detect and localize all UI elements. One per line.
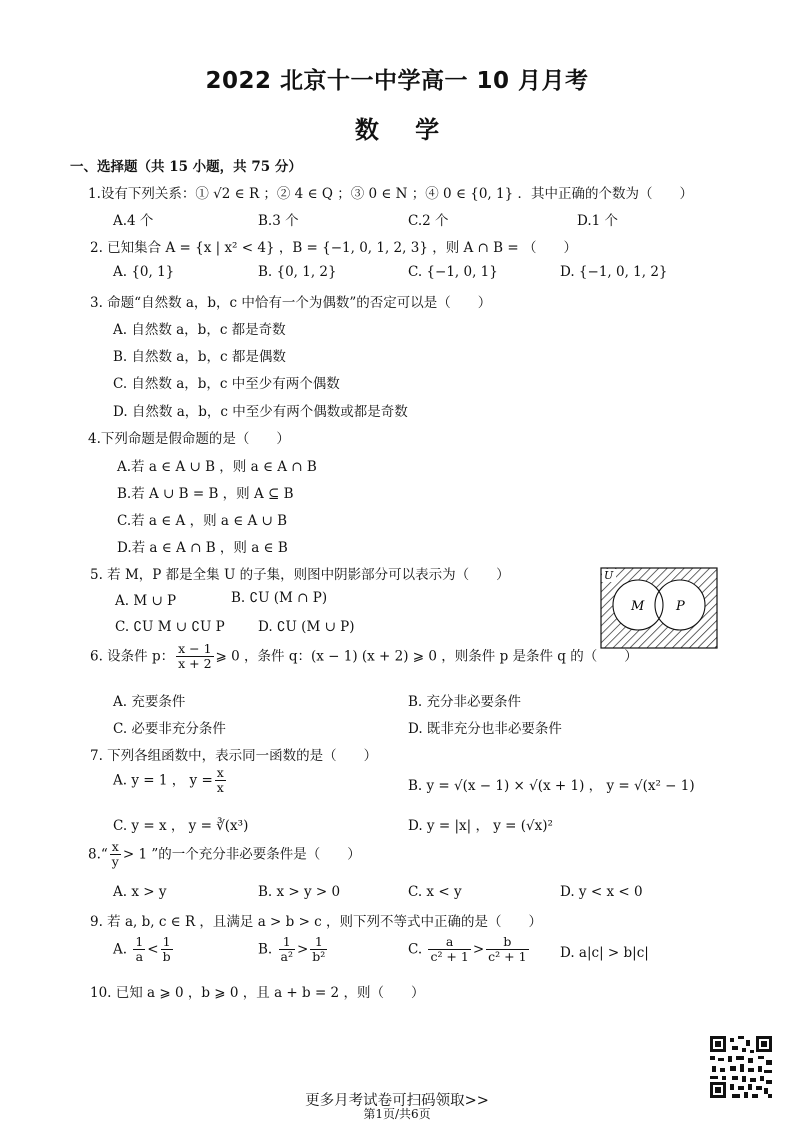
venn-shaded-region [601,568,717,648]
question-7-option-b: B. y = √(x − 1) × √(x + 1) ， y = √(x² − 1) [408,778,695,794]
question-9-option-a-label: A. [113,941,128,958]
denominator: b [162,949,171,965]
denominator: c² + 1 [488,949,527,965]
section-heading: 一、选择题（共 15 小题，共 75 分） [70,159,302,175]
operator: > [296,941,309,958]
question-10-stem: 10. 已知 a ⩾ 0 ，b ⩾ 0 ，且 a + b = 2 ，则（ ） [90,985,425,1001]
question-6-stem-pre: 6. 设条件 p： [90,648,175,665]
question-5-option-a: A. M ∪ P [115,593,177,609]
question-2-stem: 2. 已知集合 A = {x | x² < 4} ，B = {−1, 0, 1, 2, 3} ，则 A ∩ B = （ ） [90,240,577,256]
denominator: a² [280,949,293,965]
question-9-option-a-fraction-1 [133,935,145,965]
question-9-option-c [408,935,531,965]
question-6-stem [90,642,638,672]
question-1-stem: 1.设有下列关系：① √2 ∈ R ；② 4 ∈ Q ；③ 0 ∈ N ；④ 0 ∈ {0, 1} ．其中正确的个数为（ ） [88,186,693,202]
question-6-option-d: D. 既非充分也非必要条件 [408,721,562,737]
denominator: b² [312,949,326,965]
numerator: 1 [135,934,144,949]
denominator: a [135,949,144,965]
venn-label-u: U [604,569,614,582]
question-8-stem-post: > 1 ”的一个充分非必要条件是（ ） [122,846,361,863]
footer-scan-prompt: 更多月考试卷可扫码领取>> [305,1093,489,1109]
operator: > [472,941,485,958]
question-1-option-d: D.1 个 [577,213,619,229]
question-9-option-b-label: B. [258,941,273,958]
question-8-stem-pre: 8.“ [88,846,108,863]
question-6-option-b: B. 充分非必要条件 [408,694,522,710]
question-5-option-b: B. ∁U (M ∩ P) [231,590,328,606]
denominator: c² + 1 [430,949,469,965]
question-8-stem [88,840,361,870]
page-number: 第1页/共6页 [363,1107,431,1121]
question-7-option-a [113,766,228,796]
question-7-option-d: D. y = |x| ， y = (√x)² [408,818,553,834]
question-4-option-a: A.若 a ∈ A ∪ B ，则 a ∈ A ∩ B [117,459,317,475]
page-title: 2022 北京十一中学高一 10 月月考 [205,68,589,94]
question-4-option-b: B.若 A ∪ B = B ，则 A ⊆ B [117,486,294,502]
question-9-option-b-fraction-1 [279,935,295,965]
subject-title: 数 学 [354,116,440,144]
question-7-option-c: C. y = x ， y = ∛(x³) [113,818,249,834]
question-9-stem: 9. 若 a, b, c ∈ R ，且满足 a > b > c ，则下列不等式中正确的是（ ） [90,914,543,930]
venn-label-p: P [676,599,685,614]
operator: < [147,941,159,958]
question-7-option-a-denominator: x [216,780,224,796]
question-6-stem-post: ⩾ 0 ，条件 q：(x − 1) (x + 2) ⩾ 0 ，则条件 p 是条件 q 的（ ） [215,648,638,665]
question-6-option-a: A. 充要条件 [113,694,186,710]
numerator: 1 [310,935,327,950]
question-8-option-a: A. x > y [113,884,167,900]
question-2-option-b: B. {0, 1, 2} [258,264,337,280]
numerator: 1 [161,935,173,950]
numerator: a [428,935,470,950]
question-1-option-b: B.3 个 [258,213,299,229]
numerator: 1 [279,935,295,950]
question-2-option-d: D. {−1, 0, 1, 2} [560,264,668,280]
question-4-stem: 4.下列命题是假命题的是（ ） [88,431,290,447]
question-3-option-c: C. 自然数 a，b，c 中至少有两个偶数 [113,376,340,392]
question-4-option-c: C.若 a ∈ A ，则 a ∈ A ∪ B [117,513,288,529]
question-8-numerator: x [111,839,119,854]
question-2-option-a: A. {0, 1} [113,264,175,280]
question-3-option-d: D. 自然数 a，b，c 中至少有两个偶数或都是奇数 [113,404,408,420]
question-2-option-c: C. {−1, 0, 1} [408,264,498,280]
question-9-option-c-fraction-1 [428,935,470,965]
question-7-option-a-fraction [215,766,226,796]
question-6-option-c: C. 必要非充分条件 [113,721,226,737]
question-7-option-a-numerator: x [216,765,224,780]
question-9-option-d: D. a|c| > b|c| [560,945,649,961]
numerator: b [486,935,528,950]
question-5-stem: 5. 若 M，P 都是全集 U 的子集，则图中阴影部分可以表示为（ ） [90,567,510,583]
question-3-option-a: A. 自然数 a，b，c 都是奇数 [113,322,286,338]
question-8-option-b: B. x > y > 0 [258,884,341,900]
venn-label-m: M [631,599,645,614]
question-3-option-b: B. 自然数 a，b，c 都是偶数 [113,349,286,365]
question-9-option-c-label: C. [408,941,423,958]
question-9-option-a-fraction-2 [161,935,173,965]
question-9-option-b [258,935,329,965]
question-5-option-c: C. ∁U M ∪ ∁U P [115,619,225,635]
question-1-option-c: C.2 个 [408,213,449,229]
question-8-option-c: C. x < y [408,884,462,900]
venn-diagram [600,567,718,649]
question-9-option-c-fraction-2 [486,935,528,965]
question-9-option-b-fraction-2 [310,935,327,965]
question-6-denominator: x + 2 [178,656,212,672]
question-3-stem: 3. 命题“自然数 a，b，c 中恰有一个为偶数”的否定可以是（ ） [90,295,492,311]
question-6-numerator: x − 1 [178,641,212,656]
question-1-option-a: A.4 个 [113,213,154,229]
question-8-option-d: D. y < x < 0 [560,884,643,900]
question-6-fraction [176,642,213,672]
question-5-option-d: D. ∁U (M ∪ P) [258,619,355,635]
question-8-denominator: y [111,854,119,870]
question-9-option-a [113,935,175,965]
question-8-fraction [110,840,121,870]
question-7-option-a-text: A. y = 1 ， y = [113,772,213,789]
question-7-stem: 7. 下列各组函数中，表示同一函数的是（ ） [90,748,378,764]
question-4-option-d: D.若 a ∈ A ∩ B ，则 a ∈ B [117,540,288,556]
